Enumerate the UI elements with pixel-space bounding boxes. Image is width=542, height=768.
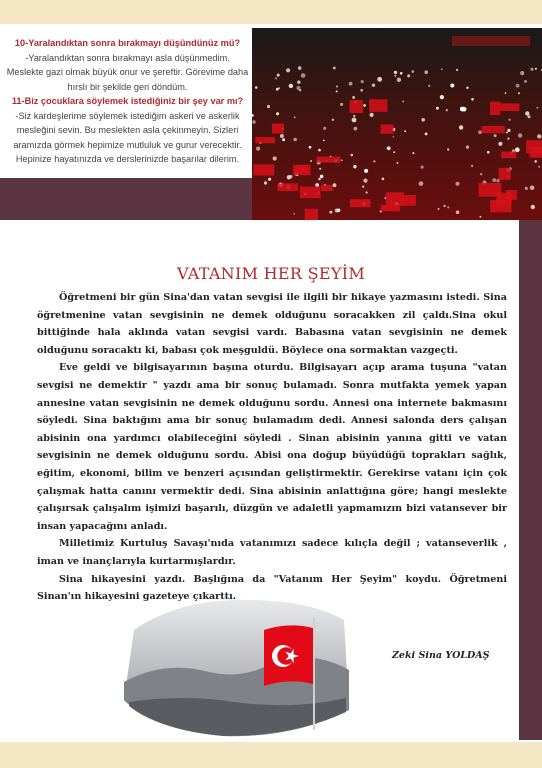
author-name: Zeki Sina YOLDAŞ	[392, 650, 490, 661]
bottom-gold-band	[0, 742, 542, 768]
article-body	[37, 289, 507, 606]
crowd-flags-photo	[252, 28, 542, 220]
article-paragraph: Sina hikayesini yazdı. Başlığına da "Vatanım Her Şeyim" koydu. Öğretmeni Sinan'ın hikayesini gazeteye çıkarttı.	[37, 573, 507, 603]
turkish-flag-landscape	[114, 590, 354, 740]
article-paragraph: Milletimiz Kurtuluş Savaşı'nıda vatanımızı sadece kılıçla değil ; vatanseverlik , iman ve inançlarıyla kurtarmışlardır.	[37, 538, 507, 567]
right-maroon-bar	[519, 220, 542, 740]
article-paragraph: Öğretmeni bir gün Sina'dan vatan sevgisi ile ilgili bir hikaye yazmasını istedi. Sina öğretmenine vatan sevgisinin ne demek olduğunu soracakken zil çaldı.Sina okul bittiğinde hala aklında vatan sevgisi vardı. Babasına vatan sevgisinin ne demek olduğunu soracaktı ki, babası çok meşguldü. Böylece ona sormaktan vazgeçti.	[37, 292, 507, 356]
article-paragraph: Eve geldi ve bilgisayarının başına oturdu. Bilgisayarı açıp arama tuşuna "vatan sevgisi ne demektir " yazdı ama bir sonuç bulamadı. Sonra mutfakta yemek yapan annesine vatan sevgisinin ne demek olduğunu sordu. Annesi ona internete bakmasını söyledi. Sina baktığını ama bir sonuç bulamadım dedi. Annesi salonda ders çalışan abisinin ona yardımcı olabileceğini söyledi . Sinan abisinin yanına gitti ve vatan sevgisinin ne demek olduğunu sordu. Abisi ona doğup büyüdüğü toprakları sağlık, eğitim, ekonomi, bilim ve benzeri açısından geliştirmektir. Gerekirse vatanı için çok çalışmak hatta canını vermektir dedi. Sina abisinin anlattığına göre; hangi meslekte çalışırsak çalışalım işimizi başarılı, düzgün ve adaletli yapmamızın bizi vatansever bir insan yapacağını anladı.	[37, 362, 507, 532]
interview-box	[6, 36, 249, 171]
question-11: 11-Biz çocuklara söylemek istediğiniz bir şey var mı?	[11, 96, 244, 106]
article-title: VATANIM HER ŞEYİM	[176, 264, 366, 283]
top-gold-band	[0, 0, 542, 24]
question-10: 10-Yaralandıktan sonra bırakmayı düşündünüz mü?	[14, 38, 241, 48]
crowd-flags-illustration	[252, 28, 542, 220]
answer-11: -Siz kardeşlerime söylemek istediğim askeri ve askerlik mesleğini sevin. Bu meslekten asla çekinmeyin. Sizleri aramızda görmek hepimize mutluluk ve gurur verecektir. Hepinize hayatınızda ve derslerinizde başarılar dilerim.	[13, 110, 242, 164]
answer-10: -Yaralandıktan sonra bırakmayı asla düşünmedim. Meslekte gazi olmak büyük onur ve şereftir. Görevime daha hırslı bir şekilde geri döndüm.	[6, 52, 249, 92]
